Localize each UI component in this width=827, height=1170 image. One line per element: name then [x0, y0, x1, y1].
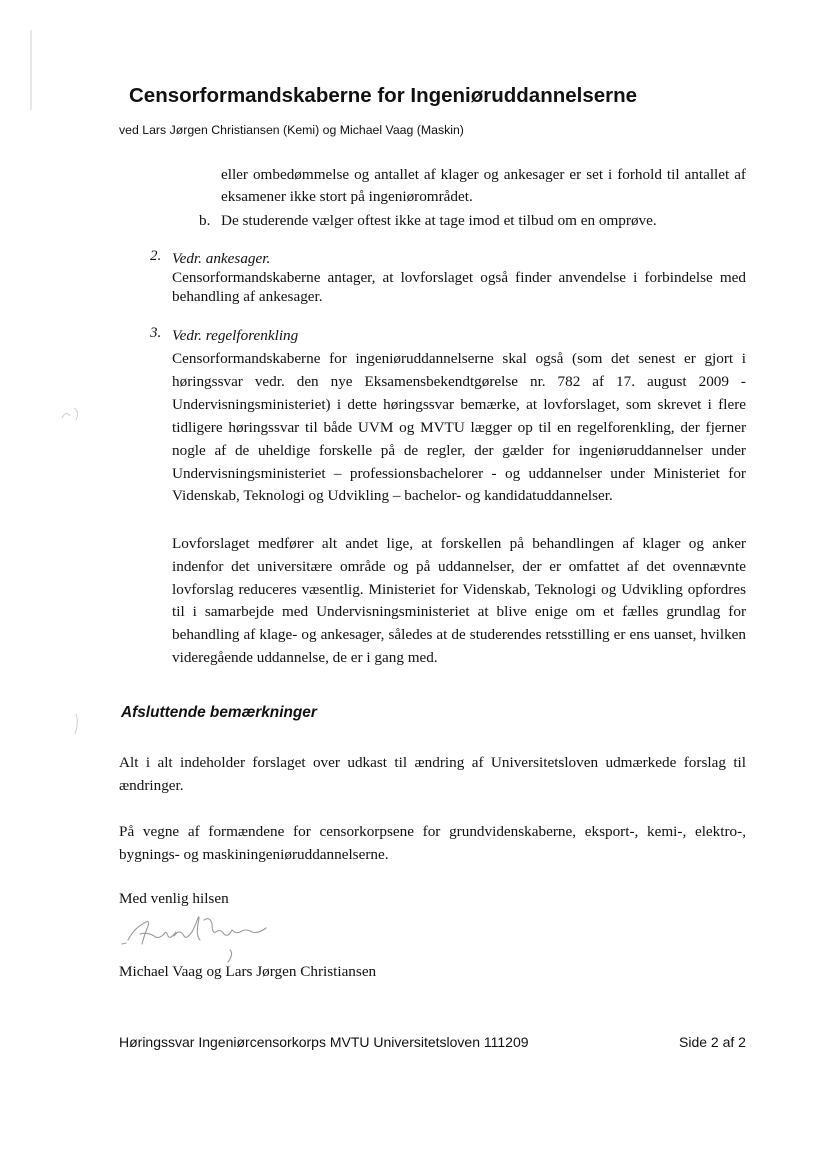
greeting: Med venlig hilsen [119, 890, 229, 907]
list-item: De studerende vælger oftest ikke at tage imod et tilbud om en omprøve. [221, 212, 657, 229]
footer-document-name: Høringssvar Ingeniørcensorkorps MVTU Universitetsloven 111209 [119, 1034, 529, 1050]
paragraph: Censorformandskaberne for ingeniøruddannelserne skal også (som det senest er gjort i høringssvar vedr. den nye Eksamensbekendtgørelse nr. 782 af 17. august 2009 - Undervisningsministeriet) i dette høringssvar bemærke, at lovforslaget, som skrevet i flere tidligere høringssvar til både UVM og MVTU lægger op til en regelforenkling, der fjerner nogle af de uheldige forskelle på de regler, der gælder for ingeniøruddannelser under Undervisningsministeriet – professionsbachelorer - og uddannelser under Ministeriet for Videnskab, Teknologi og Udvikling – bachelor- og kandidatuddannelser. [172, 350, 746, 505]
paragraph: Censorformandskaberne antager, at lovforslaget også finder anvendelse i forbindelse med behandling af ankesager. [172, 269, 746, 305]
scan-margin-mark [70, 712, 82, 736]
paragraph: Alt i alt indeholder forslaget over udkast til ændring af Universitetsloven udmærkede forslag til ændringer. [119, 754, 746, 795]
section-number: 3. [150, 325, 162, 341]
page-title: Censorformandskaberne for Ingeniøruddannelserne [129, 84, 638, 107]
section-heading: Vedr. regelforenkling [172, 327, 299, 344]
section-heading: Vedr. ankesager. [172, 250, 271, 267]
section-number: 2. [150, 248, 162, 264]
paragraph: På vegne af formændene for censorkorpsene for grundvidenskaberne, eksport-, kemi-, elektro-, bygnings- og maskiningeniøruddannelserne. [119, 823, 746, 864]
scan-margin-mark [60, 404, 84, 424]
scan-edge-mark [28, 30, 34, 110]
continued-paragraph: eller ombedømmelse og antallet af klager og ankesager er set i forhold til antallet af eksamener ikke stort på ingeniørområdet. [221, 166, 746, 206]
page-subtitle: ved Lars Jørgen Christiansen (Kemi) og Michael Vaag (Maskin) [119, 123, 464, 137]
signature-image [120, 910, 280, 968]
signer-names: Michael Vaag og Lars Jørgen Christiansen [119, 963, 377, 980]
list-marker: b. [199, 212, 211, 229]
paragraph: Lovforslaget medfører alt andet lige, at forskellen på behandlingen af klager og anker indenfor det universitære område og på uddannelser, der er omfattet af det ovennævnte lovforslag reduceres væsentlig. Ministeriet for Videnskab, Teknologi og Udvikling opfordres til i samarbejde med Undervisningsministeriet at blive enige om et fælles grundlag for behandling af klage- og ankesager, således at de studerendes retsstilling er ens uanset, hvilken videregående uddannelse, de er i gang med. [172, 535, 746, 666]
footer-page-number: Side 2 af 2 [679, 1034, 746, 1050]
closing-heading: Afsluttende bemærkninger [121, 704, 317, 721]
